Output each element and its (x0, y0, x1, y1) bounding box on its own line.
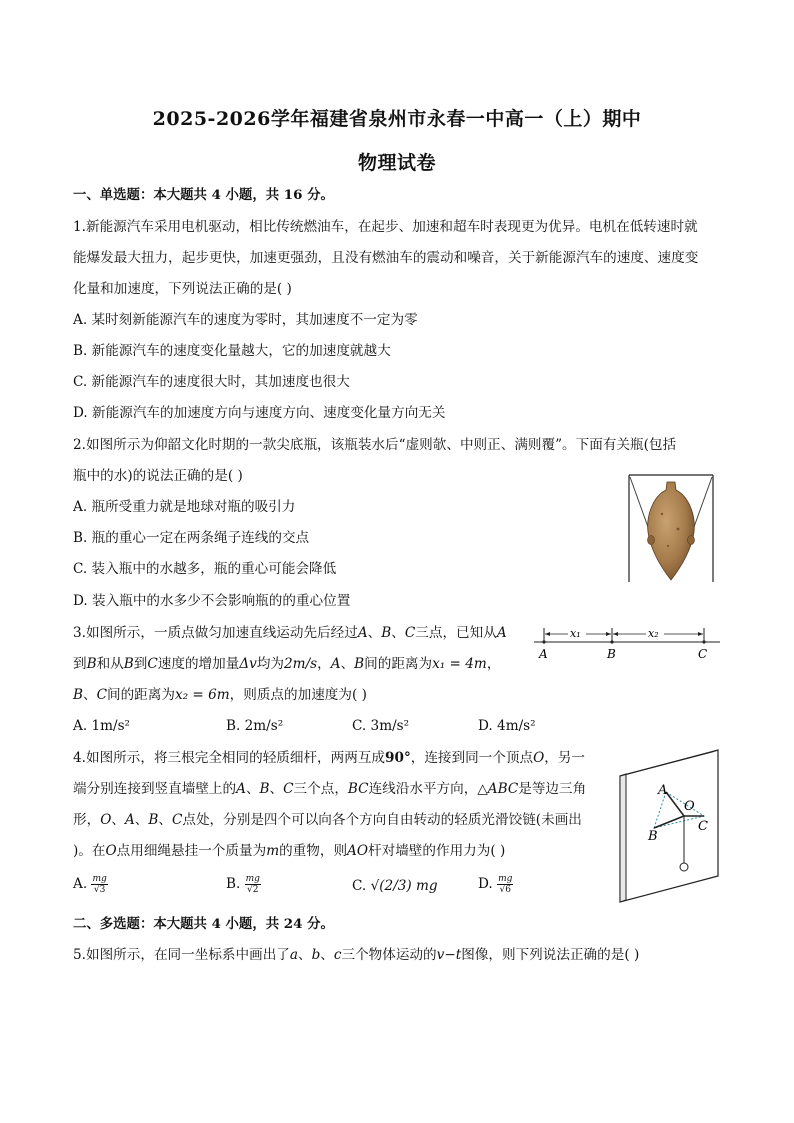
q3-stem-line-3: B、C间的距离为x₂ = 6m，则质点的加速度为( ) (73, 687, 367, 703)
q2-option-b: B. 瓶的重心一定在两条绳子连线的交点 (73, 530, 310, 546)
q1-stem-line-3: 化量和加速度，下列说法正确的是( ) (73, 281, 292, 297)
q3-stem-line-2: 到B和从B到C速度的增加量Δv均为2m/s，A、B间的距离为x₁ = 4m， (73, 656, 501, 672)
q4-stem-line-4: )。在O点用细绳悬挂一个质量为m的重物，则AO杆对墙壁的作用力为( ) (73, 843, 506, 859)
q4-option-d: D. $\frac{mg}{√6}$ (478, 874, 513, 895)
motion-line-figure (532, 620, 722, 664)
q2-option-c: C. 装入瓶中的水越多，瓶的重心可能会降低 (73, 561, 337, 577)
q2-stem-line-1: 2.如图所示为仰韶文化时期的一款尖底瓶，该瓶装水后“虚则欹、中则正、满则覆”。下面有关瓶(包括 (73, 437, 677, 453)
point-a-label: A (539, 647, 548, 661)
q4-option-c: C. √(2/3) mg (352, 878, 438, 894)
q2-stem-line-2: 瓶中的水)的说法正确的是( ) (73, 468, 243, 484)
x1-label: x₁ (570, 627, 581, 640)
q3-option-b: B. 2m/s² (226, 718, 284, 734)
q1-option-b: B. 新能源汽车的速度变化量越大，它的加速度就越大 (73, 343, 391, 359)
wall-label-b: B (648, 829, 658, 844)
pointed-bottle-figure (628, 474, 714, 584)
point-c-label: C (698, 647, 708, 661)
q4-stem-line-1: 4.如图所示，将三根完全相同的轻质细杆，两两互成90°，连接到同一个顶点O，另一 (73, 750, 586, 766)
q1-stem-line-1: 1.新能源汽车采用电机驱动，相比传统燃油车，在起步、加速和超车时表现更为优异。电机在低转速时就 (73, 219, 698, 235)
q4-stem-line-3: 形，O、A、B、C点处，分别是四个可以向各个方向自由转动的轻质光滑饺链(未画出 (73, 812, 582, 828)
q4-option-b: B. $\frac{mg}{√2}$ (226, 874, 260, 895)
q1-option-d: D. 新能源汽车的加速度方向与速度方向、速度变化量方向无关 (73, 405, 446, 421)
q1-option-a: A. 某时刻新能源汽车的速度为零时，其加速度不一定为零 (73, 312, 418, 328)
wall-rods-figure (614, 746, 724, 906)
q1-stem-line-2: 能爆发最大扭力，起步更快，加速更强劲，且没有燃油车的震动和噪音，关于新能源汽车的速度、速度变 (73, 250, 699, 266)
point-b-label: B (607, 647, 616, 661)
q3-stem-line-1: 3.如图所示，一质点做匀加速直线运动先后经过A、B、C三点，已知从A (73, 625, 507, 641)
q4-option-a: A. $\frac{mg}{√3}$ (73, 874, 107, 895)
page-title: 2025-2026学年福建省泉州市永春一中高一（上）期中 (152, 108, 642, 130)
q5-stem-line-1: 5.如图所示，在同一坐标系中画出了a、b、c三个物体运动的v−t图像，则下列说法正确的是( ) (73, 947, 640, 963)
section-heading-single-choice: 一、单选题：本大题共 4 小题，共 16 分。 (73, 187, 334, 203)
q2-option-a: A. 瓶所受重力就是地球对瓶的吸引力 (73, 499, 296, 515)
q3-option-a: A. 1m/s² (73, 718, 131, 734)
q3-option-c: C. 3m/s² (352, 718, 410, 734)
section-heading-multiple-choice: 二、多选题：本大题共 4 小题，共 24 分。 (73, 916, 334, 932)
q1-option-c: C. 新能源汽车的速度很大时，其加速度也很大 (73, 374, 350, 390)
q4-stem-line-2: 端分别连接到竖直墙壁上的A、B、C三个点，BC连线沿水平方向，△ABC是等边三角 (73, 781, 587, 797)
q3-option-d: D. 4m/s² (478, 718, 536, 734)
page-subtitle: 物理试卷 (357, 152, 436, 174)
x2-label: x₂ (648, 627, 659, 640)
wall-label-c: C (698, 819, 708, 834)
wall-label-o: O (684, 799, 695, 814)
wall-label-a: A (658, 783, 668, 798)
q2-option-d: D. 装入瓶中的水多少不会影响瓶的的重心位置 (73, 593, 351, 609)
